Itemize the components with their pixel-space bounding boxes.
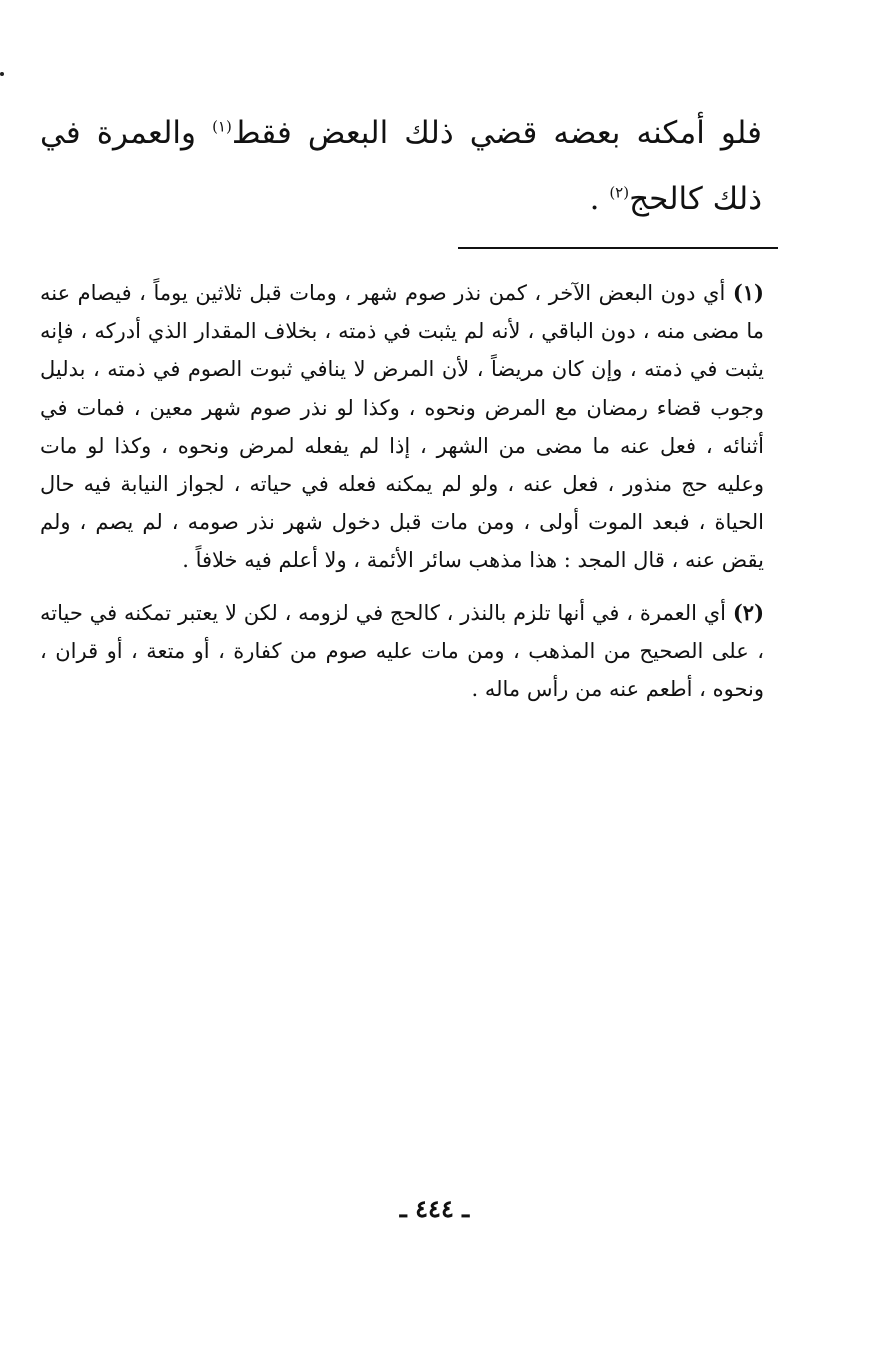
footnote-1 [40, 274, 764, 580]
footnote-ref-1[interactable]: (١) [212, 117, 232, 136]
footnote-number: (١) [732, 280, 764, 305]
main-text [40, 100, 762, 232]
page-number: ـ ٤٤٤ ـ [399, 1194, 470, 1223]
footnote-2 [40, 594, 764, 709]
footnote-text: أي دون البعض الآخر ، كمن نذر صوم شهر ، ومات قبل ثلاثين يوماً ، فيصام عنه ما مضى منه ، دون الباقي ، لأنه لم يثبت في ذمته ، بخلاف المقدار الذي أدركه ، فإنه يثبت في ذمته ، وإن كان مريضاً ، لأن المرض لا ينافي ثبوت الصوم في ذمته ، بدليل وجوب قضاء رمضان مع المرض ونحوه ، وكذا لو نذر صوم شهر معين ، فمات في أثنائه ، فعل عنه ما مضى من الشهر ، إذا لم يفعله لمرض ونحوه ، وكذا لو مات وعليه حج منذور ، فعل عنه ، ولو لم يمكنه فعله في حياته ، لجواز النيابة فيه حال الحياة ، فبعد الموت أولى ، ومن مات قبل دخول شهر نذر صومه ، لم يصم ، ولم يقض عنه ، قال المجد : هذا مذهب سائر الأئمة ، ولا أعلم فيه خلافاً . [40, 281, 764, 573]
main-text-body: فلو أمكنه بعضه قضي ذلك البعض فقط [231, 115, 762, 151]
footnotes-section [40, 274, 764, 708]
main-text-end: . [589, 181, 610, 217]
scan-edge-mark [0, 72, 4, 76]
footnote-ref-2[interactable]: (٢) [609, 183, 630, 202]
footnote-text: أي العمرة ، في أنها تلزم بالنذر ، كالحج في لزومه ، لكن لا يعتبر تمكنه في حياته ، على الصحيح من المذهب ، ومن مات عليه صوم من كفارة ، أو متعة ، أو قران ، ونحوه ، أطعم عنه من رأس ماله . [40, 600, 764, 702]
main-text-continuation: والعمرة في ذلك كالحج [40, 115, 762, 217]
footnote-separator [458, 247, 778, 249]
footnote-number: (٢) [732, 599, 764, 625]
